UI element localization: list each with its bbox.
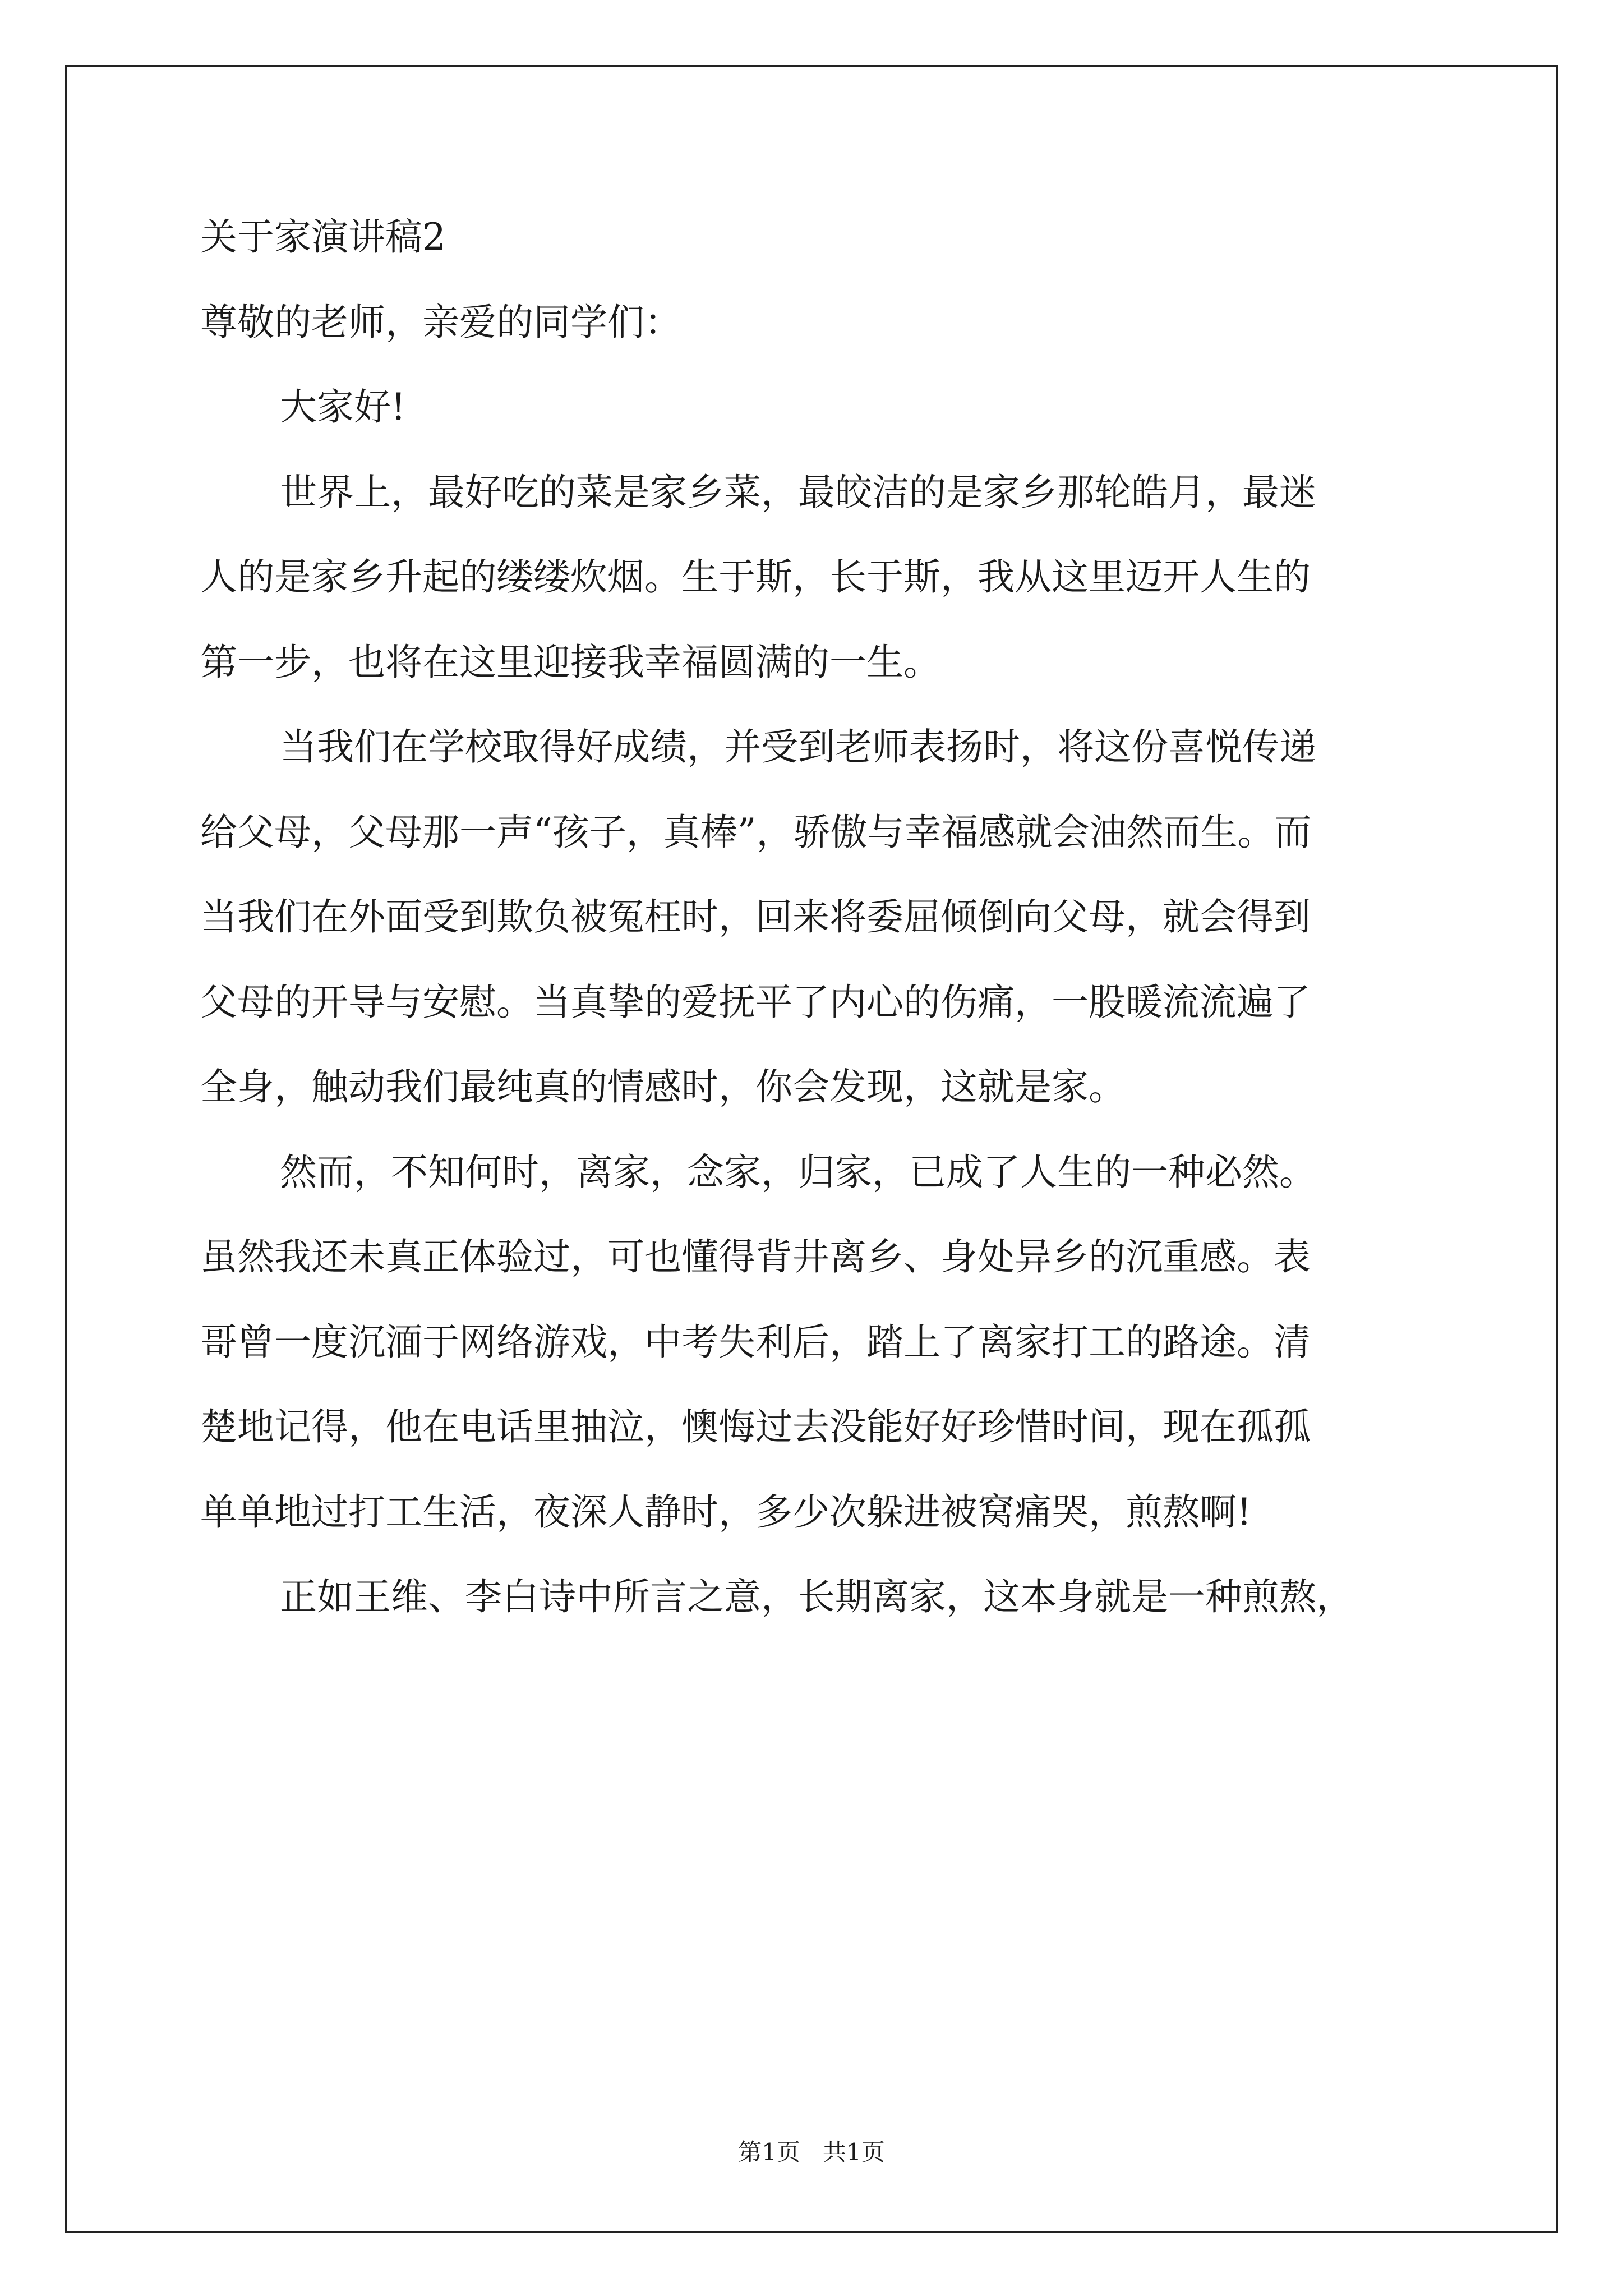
paragraph-line: 哥曾一度沉湎于网络游戏，中考失利后，踏上了离家打工的路途。清 (200, 1320, 1311, 1364)
page-number-footer: 第1页 共1页 (738, 2138, 885, 2166)
paragraph-line: 人的是家乡升起的缕缕炊烟。生于斯，长于斯，我从这里迈开人生的 (200, 555, 1311, 599)
paragraph-line: 给父母，父母那一声“孩子，真棒”，骄傲与幸福感就会油然而生。而 (200, 810, 1312, 854)
document-body (200, 215, 1428, 1664)
paragraph-line: 单单地过打工生活，夜深人静时，多少次躲进被窝痛哭，煎熬啊! (200, 1490, 1252, 1534)
salutation: 尊敬的老师，亲爱的同学们： (200, 300, 681, 344)
paragraph-line: 虽然我还未真正体验过，可也懂得背井离乡、身处异乡的沉重感。表 (200, 1235, 1311, 1278)
paragraph-line: 第一步，也将在这里迎接我幸福圆满的一生。 (200, 640, 940, 684)
paragraph-line: 世界上，最好吃的菜是家乡菜，最皎洁的是家乡那轮皓月，最迷 (280, 470, 1316, 514)
paragraph-line: 然而，不知何时，离家，念家，归家，已成了人生的一种必然。 (280, 1150, 1316, 1194)
paragraph-line: 当我们在学校取得好成绩，并受到老师表扬时，将这份喜悦传递 (280, 725, 1316, 769)
paragraph-line: 楚地记得，他在电话里抽泣，懊悔过去没能好好珍惜时间，现在孤孤 (200, 1405, 1311, 1448)
paragraph-line: 父母的开导与安慰。当真挚的爱抚平了内心的伤痛，一股暖流流遍了 (200, 980, 1311, 1024)
document-title: 关于家演讲稿2 (200, 215, 446, 259)
paragraph-line: 正如王维、李白诗中所言之意，长期离家，这本身就是一种煎熬， (280, 1575, 1353, 1618)
paragraph-line: 当我们在外面受到欺负被冤枉时，回来将委屈倾倒向父母，就会得到 (200, 895, 1311, 938)
paragraph-line: 大家好! (280, 385, 406, 429)
paragraph-line: 全身，触动我们最纯真的情感时，你会发现，这就是家。 (200, 1065, 1126, 1108)
